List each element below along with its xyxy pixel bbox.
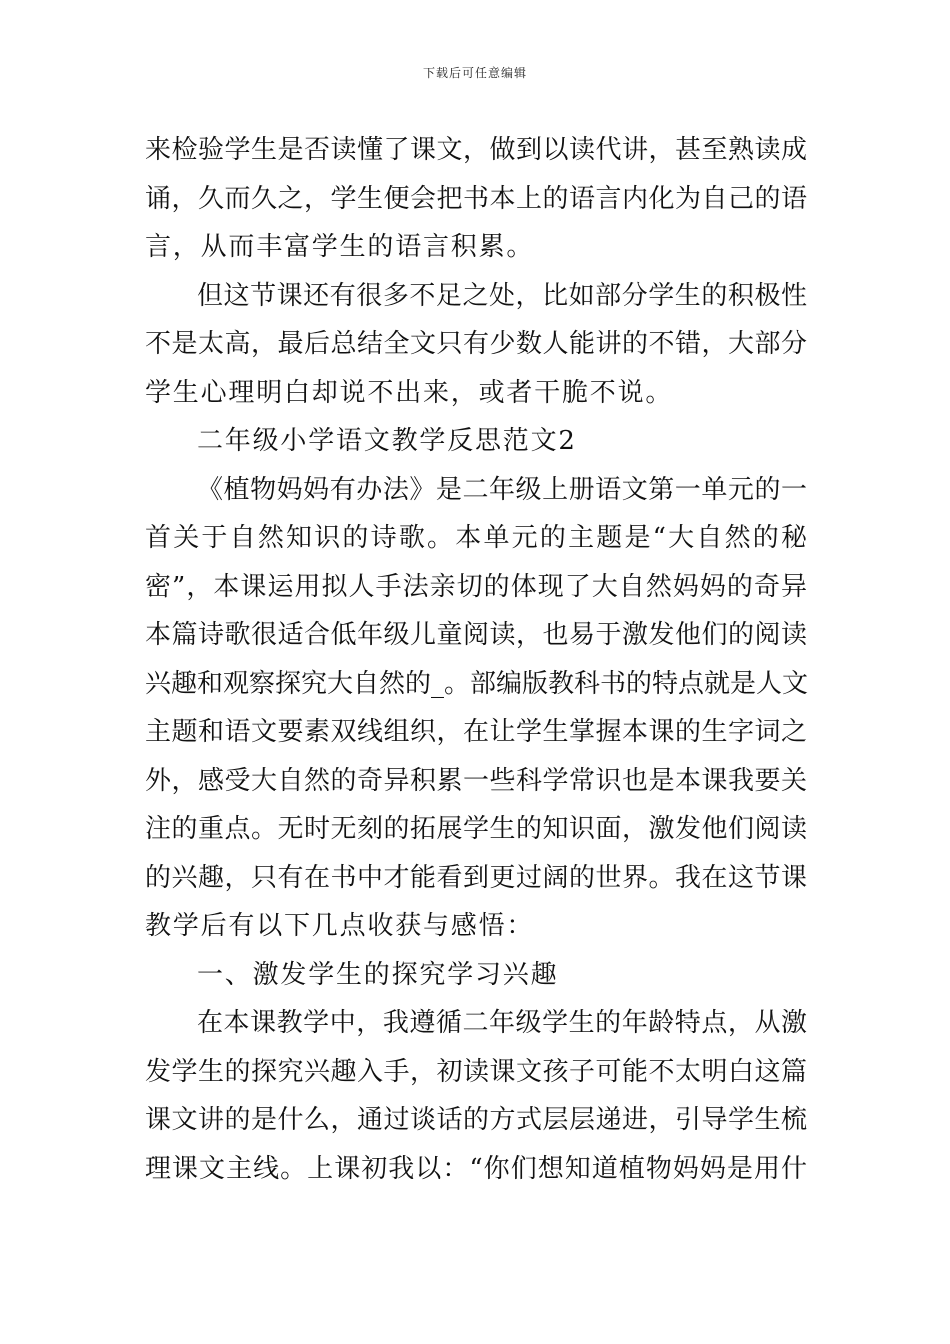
text-line: 兴趣和观察探究大自然的_。部编版教科书的特点就是人文 — [145, 668, 809, 699]
subsection-heading: 一、激发学生的探究学习兴趣 — [197, 959, 559, 990]
text-line: 外，感受大自然的奇异积累一些科学常识也是本课我要关 — [145, 765, 807, 796]
text-line: 不是太高，最后总结全文只有少数人能讲的不错，大部分 — [145, 329, 807, 359]
text-line: 发学生的探究兴趣入手，初读课文孩子可能不太明白这篇 — [145, 1056, 807, 1087]
text-line: 主题和语文要素双线组织，在让学生掌握本课的生字词之 — [145, 717, 807, 747]
text-line: 在本课教学中，我遵循二年级学生的年龄特点，从激 — [197, 1008, 807, 1038]
text-line: 《植物妈妈有办法》是二年级上册语文第一单元的一 — [197, 474, 807, 505]
text-line: 的兴趣，只有在书中才能看到更过阔的世界。我在这节课 — [145, 862, 807, 893]
text-line: 言，从而丰富学生的语言积累。 — [145, 232, 535, 262]
text-line: 但这节课还有很多不足之处，比如部分学生的积极性 — [197, 280, 807, 311]
text-line: 本篇诗歌很适合低年级儿童阅读，也易于激发他们的阅读 — [145, 620, 807, 650]
text-line: 理课文主线。上课初我以：“你们想知道植物妈妈是用什 — [145, 1153, 807, 1184]
text-line: 教学后有以下几点收获与感悟： — [145, 911, 535, 941]
section-title: 二年级小学语文教学反思范文2 — [197, 426, 577, 456]
page-header: 下载后可任意编辑 — [422, 66, 527, 80]
text-line: 首关于自然知识的诗歌。本单元的主题是“大自然的秘 — [145, 523, 807, 553]
text-line: 诵，久而久之，学生便会把书本上的语言内化为自己的语 — [145, 183, 807, 214]
document-body — [145, 126, 807, 1193]
text-line: 课文讲的是什么，通过谈话的方式层层递进，引导学生梳 — [145, 1105, 807, 1135]
text-line: 来检验学生是否读懂了课文，做到以读代讲，甚至熟读成 — [145, 135, 807, 165]
text-line: 密”，本课运用拟人手法亲切的体现了大自然妈妈的奇异 — [145, 571, 807, 602]
text-line: 注的重点。无时无刻的拓展学生的知识面，激发他们阅读 — [145, 814, 807, 844]
text-line: 学生心理明白却说不出来，或者干脆不说。 — [145, 377, 674, 408]
